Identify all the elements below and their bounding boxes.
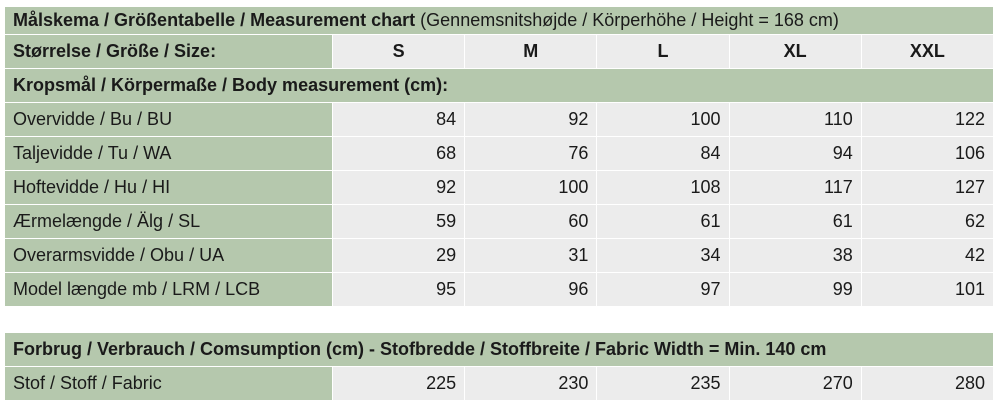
cell-value: 94	[729, 137, 861, 171]
table-row	[5, 367, 994, 401]
cell-value: 235	[597, 367, 729, 401]
cell-value: 62	[861, 205, 993, 239]
cell-value: 122	[861, 103, 993, 137]
cell-value: 76	[465, 137, 597, 171]
cell-value: 92	[465, 103, 597, 137]
measurement-table	[4, 6, 994, 307]
cell-value: 31	[465, 239, 597, 273]
cell-value: 42	[861, 239, 993, 273]
row-label: Ærmelængde / Älg / SL	[5, 205, 333, 239]
table-row	[5, 171, 994, 205]
cell-value: 92	[333, 171, 465, 205]
cell-value: 230	[465, 367, 597, 401]
cell-value: 61	[597, 205, 729, 239]
row-label: Hoftevidde / Hu / HI	[5, 171, 333, 205]
row-label: Model længde mb / LRM / LCB	[5, 273, 333, 307]
size-header-m: M	[465, 35, 597, 69]
consumption-heading: Forbrug / Verbrauch / Comsumption (cm) - Stofbredde / Stoffbreite / Fabric Width = Min. 140 cm	[5, 333, 994, 367]
cell-value: 59	[333, 205, 465, 239]
cell-value: 84	[597, 137, 729, 171]
table-row	[5, 205, 994, 239]
cell-value: 95	[333, 273, 465, 307]
row-label: Stof / Stoff / Fabric	[5, 367, 333, 401]
cell-value: 117	[729, 171, 861, 205]
consumption-heading-row	[5, 333, 994, 367]
body-heading-row	[5, 69, 994, 103]
table-title-row	[5, 7, 994, 35]
cell-value: 61	[729, 205, 861, 239]
title-height-note: (Gennemsnitshøjde / Körperhöhe / Height = 168 cm)	[420, 10, 839, 30]
cell-value: 270	[729, 367, 861, 401]
cell-value: 34	[597, 239, 729, 273]
size-header-l: L	[597, 35, 729, 69]
cell-value: 127	[861, 171, 993, 205]
size-header-row	[5, 35, 994, 69]
row-label: Taljevidde / Tu / WA	[5, 137, 333, 171]
consumption-table	[4, 332, 994, 401]
cell-value: 60	[465, 205, 597, 239]
cell-value: 225	[333, 367, 465, 401]
cell-value: 29	[333, 239, 465, 273]
cell-value: 108	[597, 171, 729, 205]
cell-value: 110	[729, 103, 861, 137]
table-row	[5, 239, 994, 273]
cell-value: 68	[333, 137, 465, 171]
cell-value: 280	[861, 367, 993, 401]
body-measurement-heading: Kropsmål / Körpermaße / Body measurement (cm):	[5, 69, 994, 103]
table-title	[5, 7, 994, 35]
size-header-xxl: XXL	[861, 35, 993, 69]
size-header-xl: XL	[729, 35, 861, 69]
table-row	[5, 273, 994, 307]
cell-value: 84	[333, 103, 465, 137]
cell-value: 38	[729, 239, 861, 273]
cell-value: 100	[465, 171, 597, 205]
cell-value: 99	[729, 273, 861, 307]
row-label: Overvidde / Bu / BU	[5, 103, 333, 137]
size-label: Størrelse / Größe / Size:	[5, 35, 333, 69]
cell-value: 100	[597, 103, 729, 137]
cell-value: 96	[465, 273, 597, 307]
table-row	[5, 137, 994, 171]
cell-value: 106	[861, 137, 993, 171]
cell-value: 97	[597, 273, 729, 307]
title-bold: Målskema / Größentabelle / Measurement chart	[13, 10, 416, 30]
size-header-s: S	[333, 35, 465, 69]
cell-value: 101	[861, 273, 993, 307]
row-label: Overarmsvidde / Obu / UA	[5, 239, 333, 273]
table-row	[5, 103, 994, 137]
